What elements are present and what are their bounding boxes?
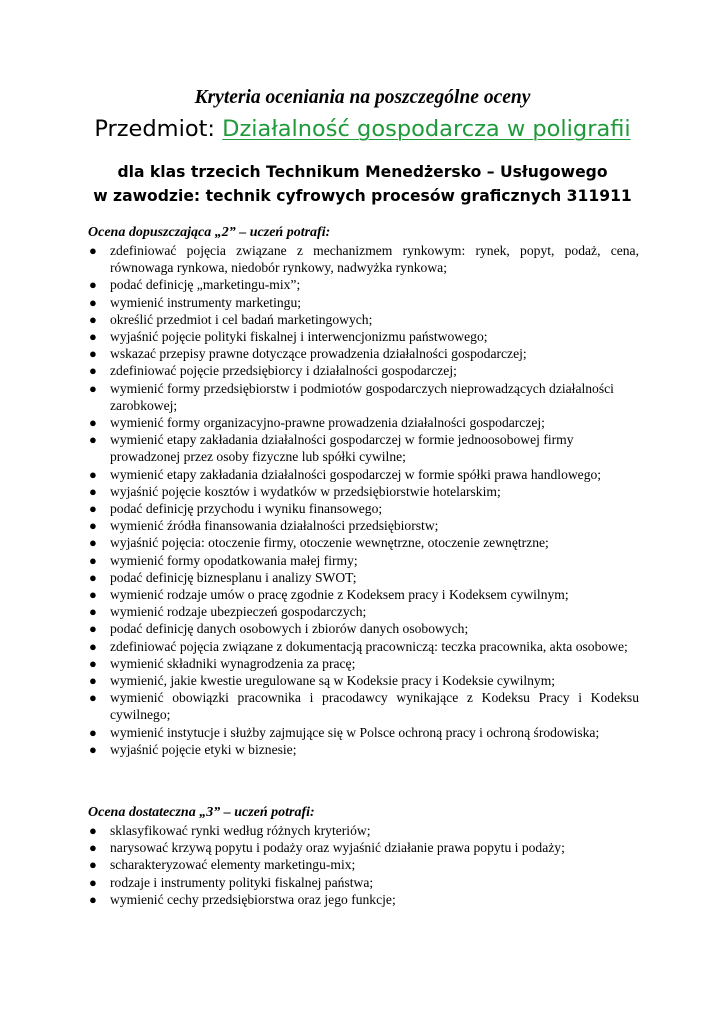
bullet-icon: ● [89, 277, 97, 293]
list-item: ● wymienić etapy zakładania działalności gospodarczej w formie jednoosobowej firmy prowadzonej przez osoby fizyczne lub spółki cywilne; [89, 432, 574, 465]
bullet-icon: ● [89, 724, 97, 740]
list-item: ● wymienić składniki wynagrodzenia za pracę; [89, 655, 356, 671]
bullet-icon: ● [89, 655, 97, 671]
list-item: ● wyjaśnić pojęcie polityki fiskalnej i interwencjonizmu państwowego; [89, 329, 488, 345]
list-item: ● wymienić etapy zakładania działalności gospodarczej w formie spółki prawa handlowego; [89, 466, 602, 482]
bullet-icon: ● [89, 857, 97, 873]
bullet-icon: ● [89, 673, 97, 689]
bullet-icon: ● [89, 690, 97, 706]
bullet-icon: ● [89, 311, 97, 327]
bullet-icon: ● [89, 552, 97, 568]
bullet-icon: ● [89, 535, 97, 551]
bullet-icon: ● [89, 380, 97, 396]
list-item: ● zdefiniować pojęcia związane z dokumentacją pracowniczą: teczka pracownika, akta osobowe; [89, 638, 628, 654]
list-item: ● wymienić rodzaje umów o pracę zgodnie z Kodeksem pracy i Kodeksem cywilnym; [89, 587, 569, 603]
criteria-list-grade-3 [88, 822, 639, 908]
bullet-icon: ● [89, 518, 97, 534]
bullet-icon: ● [89, 329, 97, 345]
bullet-icon: ● [89, 466, 97, 482]
bullet-icon: ● [89, 621, 97, 637]
criteria-list-grade-2 [88, 242, 639, 758]
list-item: ● wyjaśnić pojęcie kosztów i wydatków w przedsiębiorstwie hotelarskim; [89, 483, 501, 499]
bullet-icon: ● [89, 891, 97, 907]
list-item: ● wymienić rodzaje ubezpieczeń gospodarczych; [89, 604, 367, 620]
bullet-icon: ● [89, 823, 97, 838]
section-heading-grade-3: Ocena dostateczna „3” – uczeń potrafi: [88, 805, 315, 820]
bullet-icon: ● [89, 243, 97, 258]
list-item: ● podać definicję przychodu i wyniku finansowego; [89, 501, 383, 517]
bullet-icon: ● [89, 501, 97, 517]
list-item: ● scharakteryzować elementy marketingu-mix; [89, 857, 356, 873]
bullet-icon: ● [89, 483, 97, 499]
bullet-icon: ● [89, 587, 97, 603]
list-item: ● rodzaje i instrumenty polityki fiskalnej państwa; [89, 874, 374, 890]
list-item: ● zdefiniować pojęcia związane z mechanizmem rynkowym: rynek, popyt, podaż, cena, równowaga rynkowa, niedobór rynkowy, nadwyżka rynkowa; [89, 243, 639, 276]
list-item: ● określić przedmiot i cel badań marketingowych; [89, 311, 373, 327]
subject-label: Przedmiot: [94, 116, 223, 142]
classes-line-1: dla klas trzecich Technikum Menedżersko – Usługowego [117, 163, 608, 181]
list-item: ● wymienić, jakie kwestie uregulowane są w Kodeksie pracy i Kodeksie cywilnym; [89, 673, 556, 689]
classes-description [0, 160, 725, 208]
bullet-icon: ● [89, 604, 97, 620]
list-item: ● podać definicję danych osobowych i zbiorów danych osobowych; [89, 621, 469, 637]
list-item: ● wymienić instrumenty marketingu; [89, 294, 302, 310]
list-item: ● wymienić źródła finansowania działalności przedsiębiorstw; [89, 518, 439, 534]
list-item: ● wskazać przepisy prawne dotyczące prowadzenia działalności gospodarczej; [89, 346, 527, 362]
bullet-icon: ● [89, 638, 97, 654]
subject-name-link[interactable]: Działalność gospodarcza w poligrafii [222, 116, 631, 142]
list-item: ● wyjaśnić pojęcia: otoczenie firmy, otoczenie wewnętrzne, otoczenie zewnętrzne; [89, 535, 549, 551]
bullet-icon: ● [89, 432, 97, 448]
list-item: ● wymienić cechy przedsiębiorstwa oraz jego funkcje; [89, 891, 396, 907]
list-item: ● podać definicję „marketingu-mix”; [89, 277, 301, 293]
list-item: ● narysować krzywą popytu i podaży oraz wyjaśnić działanie prawa popytu i podaży; [89, 840, 565, 856]
bullet-icon: ● [89, 569, 97, 585]
bullet-icon: ● [89, 741, 97, 757]
list-item: ● zdefiniować pojęcie przedsiębiorcy i działalności gospodarczej; [89, 363, 457, 379]
section-heading-grade-2: Ocena dopuszczająca „2” – uczeń potrafi: [88, 225, 331, 240]
list-item: ● wymienić formy organizacyjno-prawne prowadzenia działalności gospodarczej; [89, 415, 545, 431]
subject-line [0, 112, 725, 146]
bullet-icon: ● [89, 874, 97, 890]
list-item: ● wymienić instytucje i służby zajmujące się w Polsce ochroną pracy i ochroną środowiska; [89, 724, 600, 740]
classes-line-2: w zawodzie: technik cyfrowych procesów graficznych 311911 [93, 187, 632, 205]
bullet-icon: ● [89, 363, 97, 379]
list-item: ● wymienić obowiązki pracownika i pracodawcy wynikające z Kodeksu Pracy i Kodeksu cywilnego; [89, 690, 639, 723]
list-item: ● wymienić formy opodatkowania małej firmy; [89, 552, 358, 568]
document-title: Kryteria oceniania na poszczególne oceny [194, 87, 531, 108]
bullet-icon: ● [89, 294, 97, 310]
bullet-icon: ● [89, 346, 97, 362]
bullet-icon: ● [89, 840, 97, 856]
bullet-icon: ● [89, 415, 97, 431]
list-item: ● podać definicję biznesplanu i analizy SWOT; [89, 569, 357, 585]
list-item: ● wyjaśnić pojęcie etyki w biznesie; [89, 741, 297, 757]
list-item: ● sklasyfikować rynki według różnych kryteriów; [89, 823, 371, 838]
list-item: ● wymienić formy przedsiębiorstw i podmiotów gospodarczych nieprowadzących działalności zarobkowej; [89, 380, 614, 413]
